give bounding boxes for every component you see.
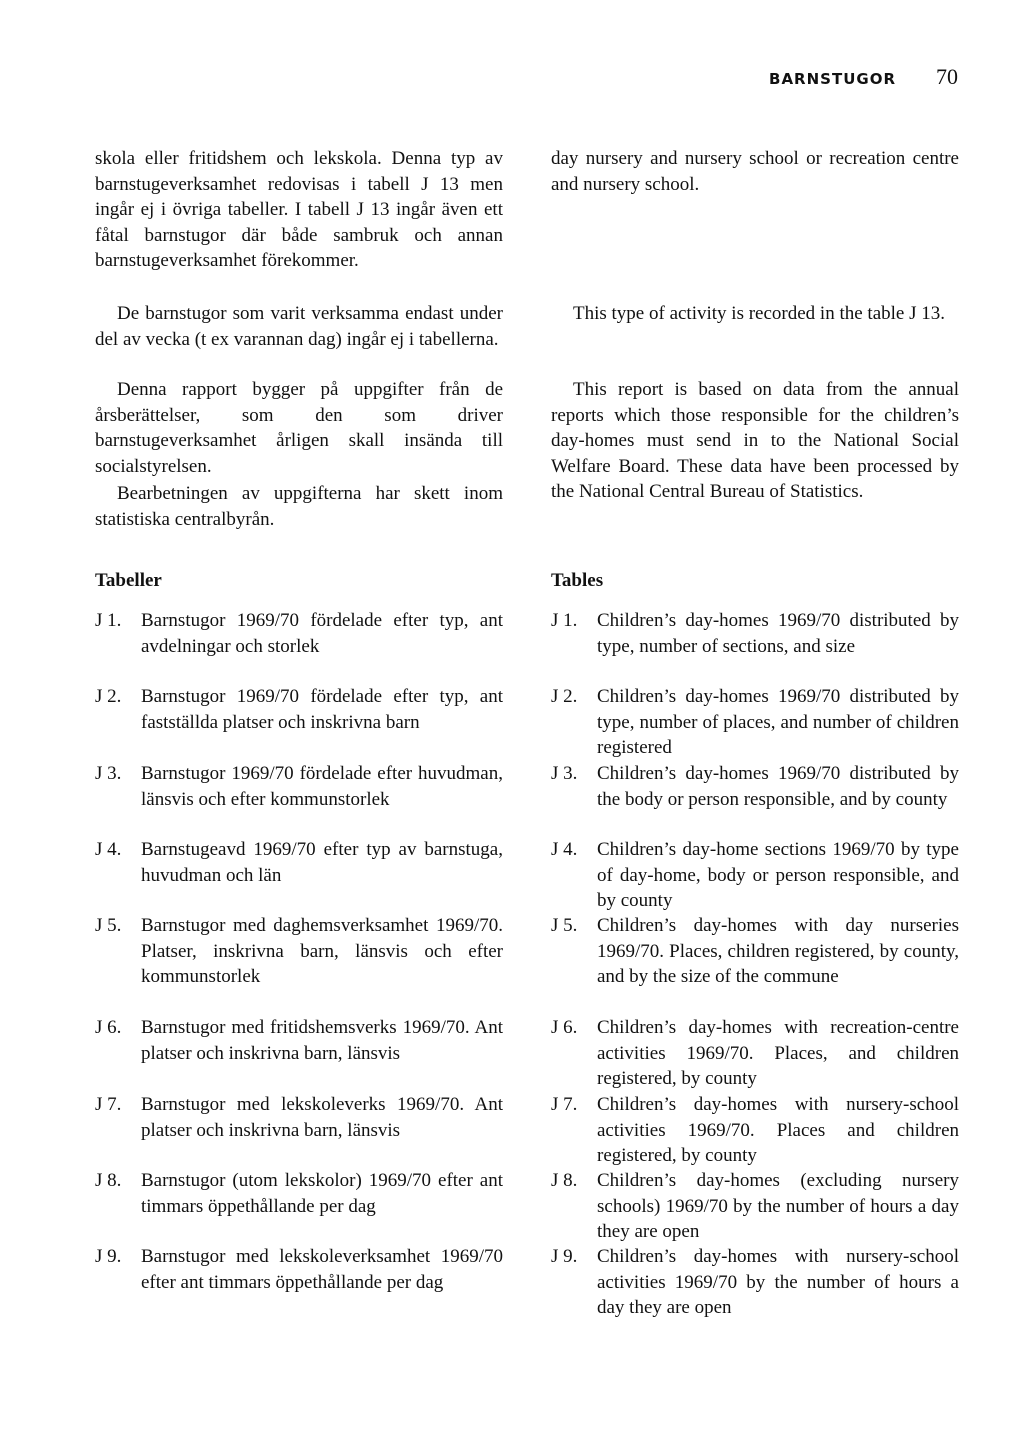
table-code: J 7.	[551, 1094, 578, 1115]
table-code: J 9.	[551, 1246, 578, 1267]
table-code: J 6.	[95, 1017, 122, 1038]
table-description: Children’s day-homes 1969/70 distributed by the body or person responsible, and by county	[597, 763, 959, 810]
table-code: J 2.	[551, 686, 578, 707]
paragraph: day nursery and nursery school or recreation centre and nursery school.	[551, 148, 959, 195]
tables-heading: Tables	[551, 570, 604, 591]
table-code: J 5.	[551, 915, 578, 936]
table-description: Barnstugor med daghemsverksamhet 1969/70. Platser, inskrivna barn, länsvis och efter kommunstorlek	[141, 915, 503, 987]
table-entry	[95, 684, 503, 735]
paragraph: De barnstugor som varit verksamma endast under del av vecka (t ex varannan dag) ingår ej i tabellerna.	[95, 303, 503, 350]
paragraph: Denna rapport bygger på uppgifter från de årsberättelser, som den som driver barnstugeverksamhet årligen skall insända till socialstyrelsen.	[95, 379, 503, 477]
table-description: Children’s day-homes (excluding nursery schools) 1969/70 by the number of hours a day they are open	[597, 1170, 959, 1242]
table-description: Children’s day-homes with day nurseries 1969/70. Places, children registered, by county, and by the size of the commune	[597, 915, 959, 987]
table-entry	[551, 1168, 959, 1245]
table-entry	[95, 608, 503, 659]
table-description: Children’s day-home sections 1969/70 by type of day-home, body or person responsible, and by county	[597, 839, 959, 911]
paragraph: skola eller fritidshem och lekskola. Denna typ av barnstugeverksamhet redovisas i tabell J 13 men ingår ej i övriga tabeller. I tabell J 13 ingår även ett fåtal barnstugor där både sambruk och annan barnstugeverksamhet förekommer.	[95, 148, 503, 271]
table-description: Barnstugor med lekskoleverksamhet 1969/70 efter ant timmars öppethållande per dag	[141, 1246, 503, 1293]
paragraph: This type of activity is recorded in the table J 13.	[573, 303, 945, 324]
table-description: Children’s day-homes with recreation-centre activities 1969/70. Places, and children registered, by county	[597, 1017, 959, 1089]
table-code: J 8.	[551, 1170, 578, 1191]
table-code: J 6.	[551, 1017, 578, 1038]
table-code: J 3.	[95, 763, 122, 784]
table-description: Children’s day-homes 1969/70 distributed by type, number of sections, and size	[597, 610, 959, 657]
table-entry	[95, 1244, 503, 1295]
table-code: J 7.	[95, 1094, 122, 1115]
table-code: J 4.	[95, 839, 122, 860]
table-entry	[95, 1092, 503, 1143]
table-entry	[551, 1092, 959, 1169]
page-number: 70	[936, 64, 958, 89]
table-code: J 5.	[95, 915, 122, 936]
table-entry	[95, 837, 503, 888]
table-code: J 9.	[95, 1246, 122, 1267]
table-description: Barnstugor (utom lekskolor) 1969/70 efter ant timmars öppethållande per dag	[141, 1170, 503, 1217]
table-description: Barnstugor med lekskoleverks 1969/70. Ant platser och inskrivna barn, länsvis	[141, 1094, 503, 1141]
tables-heading: Tabeller	[95, 570, 162, 591]
paragraph: This report is based on data from the annual reports which those responsible for the children’s day-homes must send in to the National Social Welfare Board. These data have been processed by the National Central Bureau of Statistics.	[551, 379, 959, 502]
table-description: Children’s day-homes with nursery-school activities 1969/70 by the number of hours a day they are open	[597, 1246, 959, 1318]
table-description: Barnstugor 1969/70 fördelade efter typ, ant avdelningar och storlek	[141, 610, 503, 657]
table-entry	[551, 761, 959, 812]
table-entry	[551, 837, 959, 914]
table-entry	[95, 761, 503, 812]
table-code: J 2.	[95, 686, 122, 707]
table-entry	[95, 913, 503, 990]
swedish-column	[95, 0, 503, 1436]
english-column	[551, 0, 959, 1436]
paragraph: Bearbetningen av uppgifterna har skett inom statistiska centralbyrån.	[95, 483, 503, 530]
table-entry	[551, 1244, 959, 1321]
table-description: Barnstugeavd 1969/70 efter typ av barnstuga, huvudman och län	[141, 839, 503, 886]
table-entry	[95, 1015, 503, 1066]
table-description: Barnstugor 1969/70 fördelade efter huvudman, länsvis och efter kommunstorlek	[141, 763, 503, 810]
table-code: J 4.	[551, 839, 578, 860]
table-entry	[95, 1168, 503, 1219]
table-code: J 3.	[551, 763, 578, 784]
running-title: BARNSTUGOR	[769, 70, 896, 88]
table-entry	[551, 608, 959, 659]
table-entry	[551, 1015, 959, 1092]
table-description: Children’s day-homes 1969/70 distributed by type, number of places, and number of children registered	[597, 686, 959, 758]
table-description: Barnstugor med fritidshemsverks 1969/70. Ant platser och inskrivna barn, länsvis	[141, 1017, 503, 1064]
table-code: J 8.	[95, 1170, 122, 1191]
table-description: Children’s day-homes with nursery-school activities 1969/70. Places and children registered, by county	[597, 1094, 959, 1166]
table-code: J 1.	[551, 610, 578, 631]
table-code: J 1.	[95, 610, 122, 631]
table-entry	[551, 913, 959, 990]
table-description: Barnstugor 1969/70 fördelade efter typ, ant fastställda platser och inskrivna barn	[141, 686, 503, 733]
table-entry	[551, 684, 959, 761]
